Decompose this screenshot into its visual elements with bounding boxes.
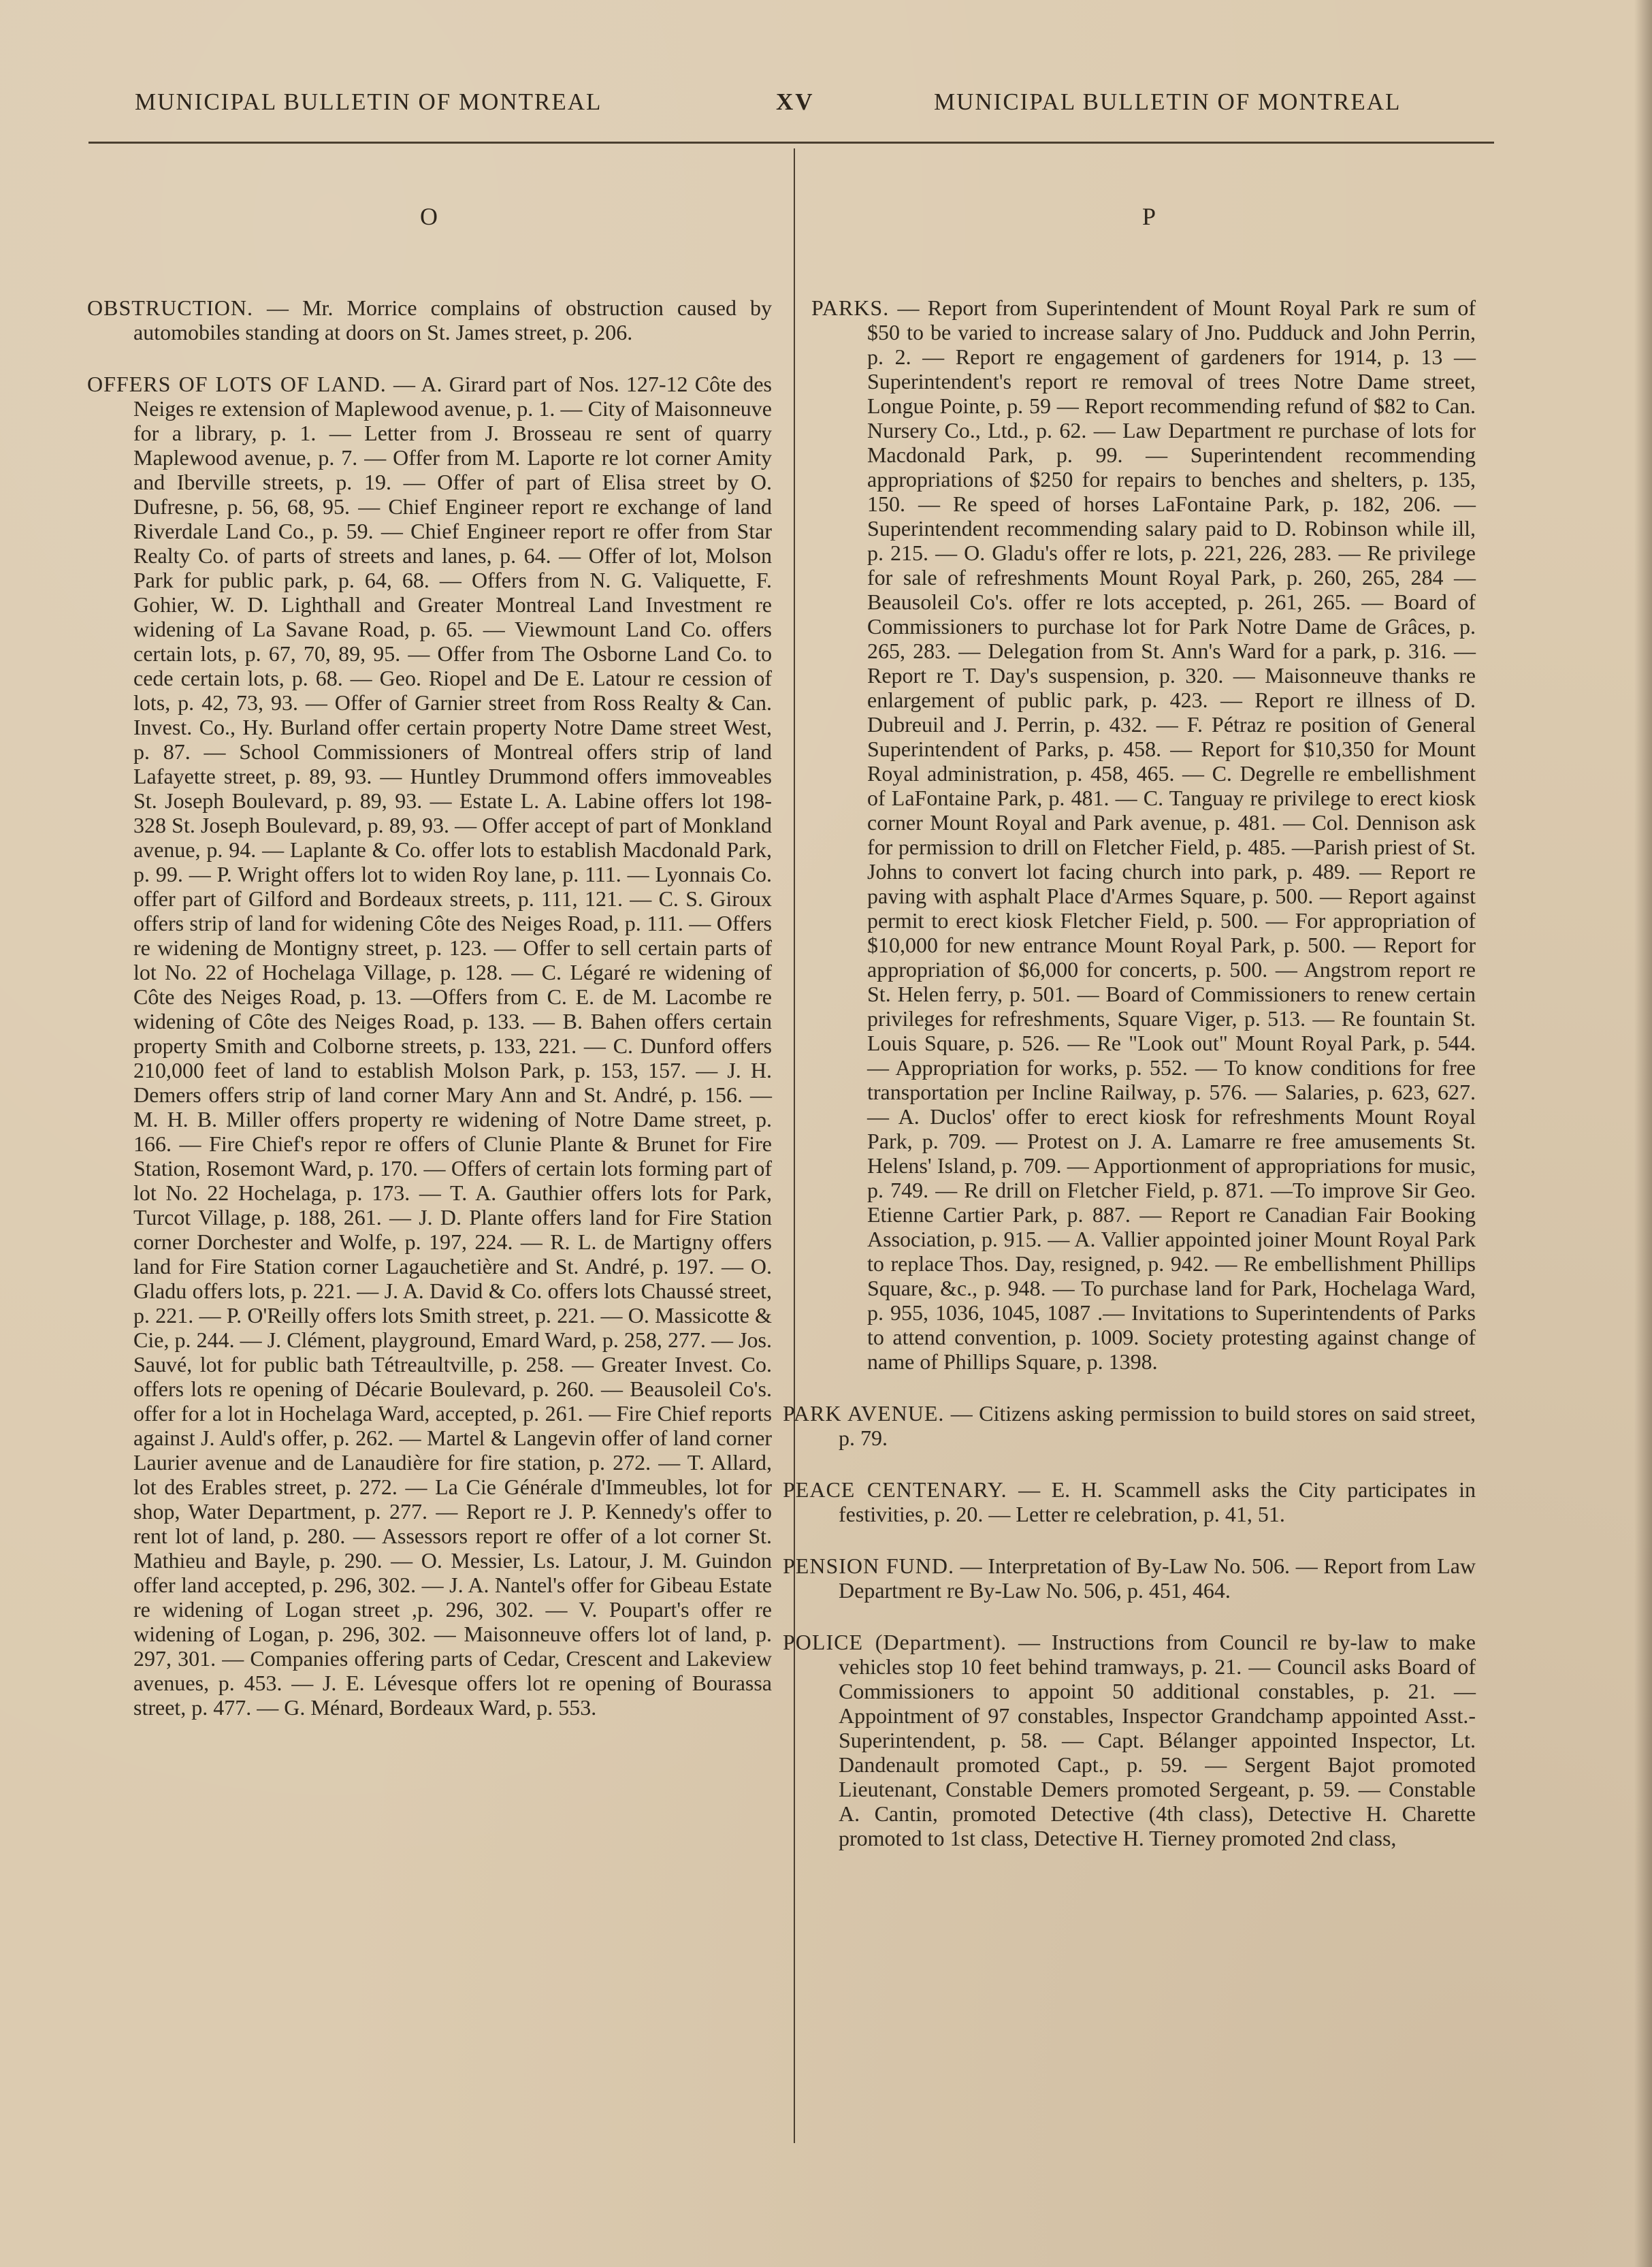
index-entry-obstruction [87,295,772,344]
header-title-right: MUNICIPAL BULLETIN OF MONTREAL [934,89,1402,115]
entry-heading: PARK AVENUE. [783,1401,945,1426]
entry-text: — A. Girard part of Nos. 127-12 Côte des Neiges re extension of Maplewood avenue, p. 1. — City of Maisonneuve for a library, p. 1. — Letter from J. Brosseau re sent of quarry Maplewood avenue, p. 7. — Offer from M. Laporte re lot corner Amity and Iberville streets, p. 19. — Offer of part of Elisa street by O. Dufresne, p. 56, 68, 95. — Chief Engineer report re exchange of land Riverdale Land Co., p. 59. — Chief Engineer report re offer from Star Realty Co. of parts of streets and lanes, p. 64. — Offer of lot, Molson Park for public park, p. 64, 68. — Offers from N. G. Valiquette, F. Gohier, W. D. Lighthall and Greater Montreal Land Investment re widening of La Savane Road, p. 65. — Viewmount Land Co. offers certain lots, p. 67, 70, 89, 95. — Offer from The Osborne Land Co. to cede certain lots, p. 68. — Geo. Riopel and De E. Latour re cession of lots, p. 42, 73, 93. — Offer of Garnier street from Ross Realty & Can. Invest. Co., Hy. Burland offer certain property Notre Dame street West, p. 87. — School Commissioners of Montreal offers strip of land Lafayette street, p. 89, 93. — Huntley Drummond offers immoveables St. Joseph Boulevard, p. 89, 93. — Estate L. A. Labine offers lot 198-328 St. Joseph Boulevard, p. 89, 93. — Offer accept of part of Monkland avenue, p. 94. — Laplante & Co. offer lots to establish Macdonald Park, p. 99. — P. Wright offers lot to widen Roy lane, p. 111. — Lyonnais Co. offer part of Gilford and Bordeaux streets, p. 111, 121. — C. S. Giroux offers strip of land for widening Côte des Neiges Road, p. 111. — Offers re widening de Montigny street, p. 123. — Offer to sell certain parts of lot No. 22 of Hochelaga Village, p. 128. — C. Légaré re widening of Côte des Neiges Road, p. 13. —Offers from C. E. de M. Lacombe re widening of Côte des Neiges Road, p. 133. — B. Bahen offers certain property Smith and Colborne streets, p. 133, 221. — C. Dunford offers 210,000 feet of land to establish Molson Park, p. 153, 157. — J. H. Demers offers strip of land corner Mary Ann and St. André, p. 156. — M. H. B. Miller offers property re widening of Notre Dame street, p. 166. — Fire Chief's repor re offers of Clunie Plante & Brunet for Fire Station, Rosemont Ward, p. 170. — Offers of certain lots forming part of lot No. 22 Hochelaga, p. 173. — T. A. Gauthier offers lots for Park, Turcot Village, p. 188, 261. — J. D. Plante offers land for Fire Station corner Dorchester and Wolfe, p. 197, 224. — R. L. de Martigny offers land for Fire Station corner Lagauchetière and St. André, p. 197. — O. Gladu offers lots, p. 221. — J. A. David & Co. offers lots Chaussé street, p. 221. — P. O'Reilly offers lots Smith street, p. 221. — O. Massicotte & Cie, p. 244. — J. Clément, playground, Emard Ward, p. 258, 277. — Jos. Sauvé, lot for public bath Tétreaultville, p. 258. — Greater Invest. Co. offers lots re opening of Décarie Boulevard, p. 260. — Beausoleil Co's. offer for a lot in Hochelaga Ward, accepted, p. 261. — Fire Chief reports against J. Auld's offer, p. 262. — Martel & Langevin offer of land corner Laurier avenue and de Lanaudière for fire station, p. 272. — T. Allard, lot des Erables street, p. 272. — La Cie Générale d'Immeubles, lot for shop, Water Department, p. 277. — Report re J. P. Kennedy's offer to rent lot of land, p. 280. — Assessors report re offer of a lot corner St. Mathieu and Bayle, p. 290. — O. Messier, Ls. Latour, J. M. Guindon offer land accepted, p. 296, 302. — J. A. Nantel's offer for Gibeau Estate re widening of Logan street ,p. 296, 302. — V. Poupart's offer re widening of Logan, p. 296, 302. — Maisonneuve offers lot of land, p. 297, 301. — Companies offering parts of Cedar, Crescent and Lakeview avenues, p. 453. — J. E. Lévesque offers lot re opening of Bourassa street, p. 477. — G. Ménard, Bordeaux Ward, p. 553. [133,372,773,1720]
index-entry-pension-fund [783,1554,1476,1603]
header-title-left: MUNICIPAL BULLETIN OF MONTREAL [135,89,602,115]
header-rule [88,142,1494,144]
entry-heading: OFFERS OF LOTS OF LAND. [87,372,387,396]
entry-text: — Report from Superintendent of Mount Royal Park re sum of $50 to be varied to increase salary of Jno. Pudduck and John Perrin, p. 2. — Report re engagement of gardeners for 1914, p. 13 — Superintendent's report re removal of trees Notre Dame street, Longue Pointe, p. 59 — Report recommending refund of $82 to Can. Nursery Co., Ltd., p. 62. — Law Department re purchase of lots for Macdonald Park, p. 99. — Superintendent recommending appropriations of $250 for repairs to benches and shelters, p. 135, 150. — Re speed of horses LaFontaine Park, p. 182, 206. — Superintendent recommending salary paid to D. Robinson while ill, p. 215. — O. Gladu's offer re lots, p. 221, 226, 283. — Re privilege for sale of refreshments Mount Royal Park, p. 260, 265, 284 — Beausoleil Co's. offer re lots accepted, p. 261, 265. — Board of Commissioners to purchase lot for Park Notre Dame de Grâces, p. 265, 283. — Delegation from St. Ann's Ward for a park, p. 316. — Report re T. Day's suspension, p. 320. — Maisonneuve thanks re enlargement of public park, p. 423. — Report re illness of D. Dubreuil and J. Perrin, p. 432. — F. Pétraz re position of General Superintendent of Parks, p. 458. — Report for $10,350 for Mount Royal administration, p. 458, 465. — C. Degrelle re embellishment of LaFontaine Park, p. 481. — C. Tanguay re privilege to erect kiosk corner Mount Royal and Park avenue, p. 481. — Col. Dennison ask for permission to drill on Fletcher Field, p. 485. —Parish priest of St. Johns to convert lot facing church into park, p. 489. — Report re paving with asphalt Place d'Armes Square, p. 500. — Report against permit to erect kiosk Fletcher Field, p. 500. — For appropriation of $10,000 for new entrance Mount Royal Park, p. 500. — Report for appropriation of $6,000 for concerts, p. 500. — Angstrom report re St. Helen ferry, p. 501. — Board of Commissioners to renew certain privileges for refreshments, Square Viger, p. 513. — Re fountain St. Louis Square, p. 526. — Re "Look out" Mount Royal Park, p. 544. — Appropriation for works, p. 552. — To know conditions for free transportation per Incline Railway, p. 576. — Salaries, p. 623, 627. — A. Duclos' offer to erect kiosk for refreshments Mount Royal Park, p. 709. — Protest on J. A. Lamarre re free amusements St. Helens' Island, p. 709. — Apportionment of appropriations for music, p. 749. — Re drill on Fletcher Field, p. 871. —To improve Sir Geo. Etienne Cartier Park, p. 887. — Report re Canadian Fair Booking Association, p. 915. — A. Vallier appointed joiner Mount Royal Park to replace Thos. Day, resigned, p. 942. — Re embellishment Phillips Square, &c., p. 948. — To purchase land for Park, Hochelaga Ward, p. 955, 1036, 1045, 1087 .— Invitations to Superintendents of Parks to attend convention, p. 1009. Society protesting against change of name of Phillips Square, p. 1398. [867,295,1476,1374]
entry-heading: OBSTRUCTION. [87,295,254,320]
left-column [87,204,772,1747]
entry-text: — Mr. Morrice complains of obstruction caused by automobiles standing at doors on St. James street, p. 206. [133,295,772,344]
entry-text: — Interpretation of By-Law No. 506. — Report from Law Department re By-Law No. 506, p. 451, 464. [839,1554,1476,1603]
page-edge-shadow [1634,0,1652,2267]
index-entry-park-avenue [783,1401,1476,1450]
entry-heading: PARKS. [811,295,890,320]
entry-heading: PENSION FUND. [783,1554,954,1578]
page-number: XV [776,89,815,115]
entry-heading: PEACE CENTENARY. [783,1477,1007,1502]
entry-text: — Instructions from Council re by-law to make vehicles stop 10 feet behind tramways, p. 21. — Council asks Board of Commissioners to appoint 50 additional constables, p. 21. — Appointment of 97 constables, Inspector Grandchamp appointed Asst.-Superintendent, p. 58. — Capt. Bélanger appointed Inspector, Lt. Dandenault promoted Capt., p. 59. — Sergent Bajot promoted Lieutenant, Constable Demers promoted Sergeant, p. 59. — Constable A. Cantin, promoted Detective (4th class), Detective H. Charette promoted to 1st class, Detective H. Tierney promoted 2nd class, [839,1630,1476,1850]
section-letter-o: O [420,203,439,230]
index-entry-offers-of-lots [87,372,772,1720]
right-column [783,204,1476,1878]
index-entry-peace-centenary [783,1477,1476,1526]
entry-text: — E. H. Scammell asks the City participates in festivities, p. 20. — Letter re celebration, p. 41, 51. [839,1477,1476,1526]
index-entry-parks [811,295,1476,1374]
entry-text: — Citizens asking permission to build stores on said street, p. 79. [839,1401,1476,1450]
section-letter-p: P [1141,203,1158,230]
running-header [0,89,1652,129]
index-entry-police [783,1630,1476,1850]
entry-heading: POLICE (Department). [783,1630,1007,1654]
